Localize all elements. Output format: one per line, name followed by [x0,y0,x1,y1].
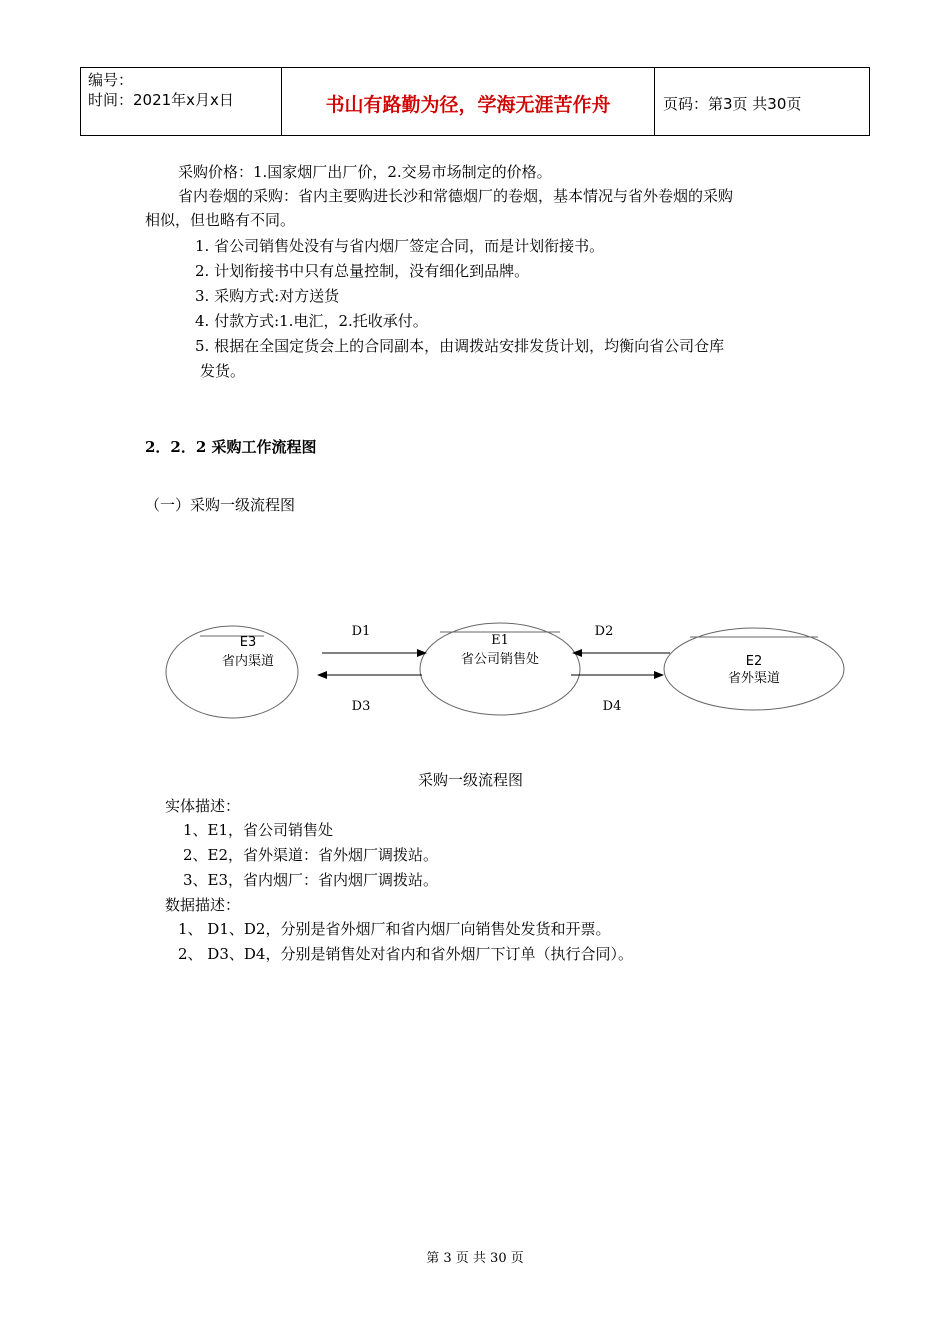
entity-description-item: 2、E2，省外渠道：省外烟厂调拨站。 [183,846,439,864]
entity-e1-name: 省公司销售处 [460,652,540,667]
header-divider [281,67,282,135]
flow-d4-label: D4 [602,699,622,714]
data-description-item: 2、 D3、D4，分别是销售处对省内和省外烟厂下订单（执行合同）。 [178,945,633,963]
entity-e3-id: E3 [239,635,257,650]
header-right-border [869,67,870,135]
header-meta [88,70,234,110]
section-heading: 2．2．2 采购工作流程图 [145,438,317,456]
flow-d3-label: D3 [351,699,371,714]
purchase-price-paragraph: 采购价格：1.国家烟厂出厂价，2.交易市场制定的价格。 [178,163,552,181]
sub-heading: （一）采购一级流程图 [145,496,296,514]
list-item-cont: 发货。 [200,362,246,380]
list-item: 5. 根据在全国定货会上的合同副本，由调拨站安排发货计划，均衡向省公司仓库 [195,337,725,355]
page-footer: 第 3 页 共 30 页 [426,1251,524,1266]
header-bottom-rule [80,135,870,136]
header-motto: 书山有路勤为径，学海无涯苦作舟 [325,94,611,116]
header-top-rule [80,67,870,68]
data-description-item: 1、 D1、D2，分别是省外烟厂和省内烟厂向销售处发货和开票。 [178,920,611,938]
entity-e3-ellipse [166,626,298,718]
list-item: 3. 采购方式:对方送货 [195,287,340,305]
entity-e2-ellipse [664,628,844,710]
entity-e3-name: 省内渠道 [221,654,275,669]
flow-d2-label: D2 [594,624,614,639]
data-description-title: 数据描述： [165,896,241,914]
diagram-caption: 采购一级流程图 [418,771,524,789]
list-item: 4. 付款方式:1.电汇，2.托收承付。 [195,312,428,330]
header-divider [654,67,655,135]
doc-date-label: 时间：2021年x月x日 [88,91,234,109]
domestic-purchase-paragraph-cont: 相似，但也略有不同。 [145,211,296,229]
list-item: 2. 计划衔接书中只有总量控制，没有细化到品牌。 [195,262,530,280]
header-page-number: 页码：第3页 共30页 [663,95,802,113]
list-item: 1. 省公司销售处没有与省内烟厂签定合同，而是计划衔接书。 [195,237,605,255]
entity-description-item: 3、E3，省内烟厂：省内烟厂调拨站。 [183,871,439,889]
header-left-border [80,67,81,135]
domestic-purchase-paragraph: 省内卷烟的采购：省内主要购进长沙和常德烟厂的卷烟，基本情况与省外卷烟的采购 [178,187,734,205]
entity-e2-name: 省外渠道 [727,671,781,686]
purchase-flow-diagram [150,600,860,730]
entity-e1-id: E1 [491,633,509,648]
doc-number-label: 编号： [88,71,134,89]
flow-d1-label: D1 [351,624,371,639]
entity-e2-id: E2 [745,654,763,669]
entity-description-title: 实体描述： [165,797,241,815]
entity-description-item: 1、E1，省公司销售处 [183,821,334,839]
